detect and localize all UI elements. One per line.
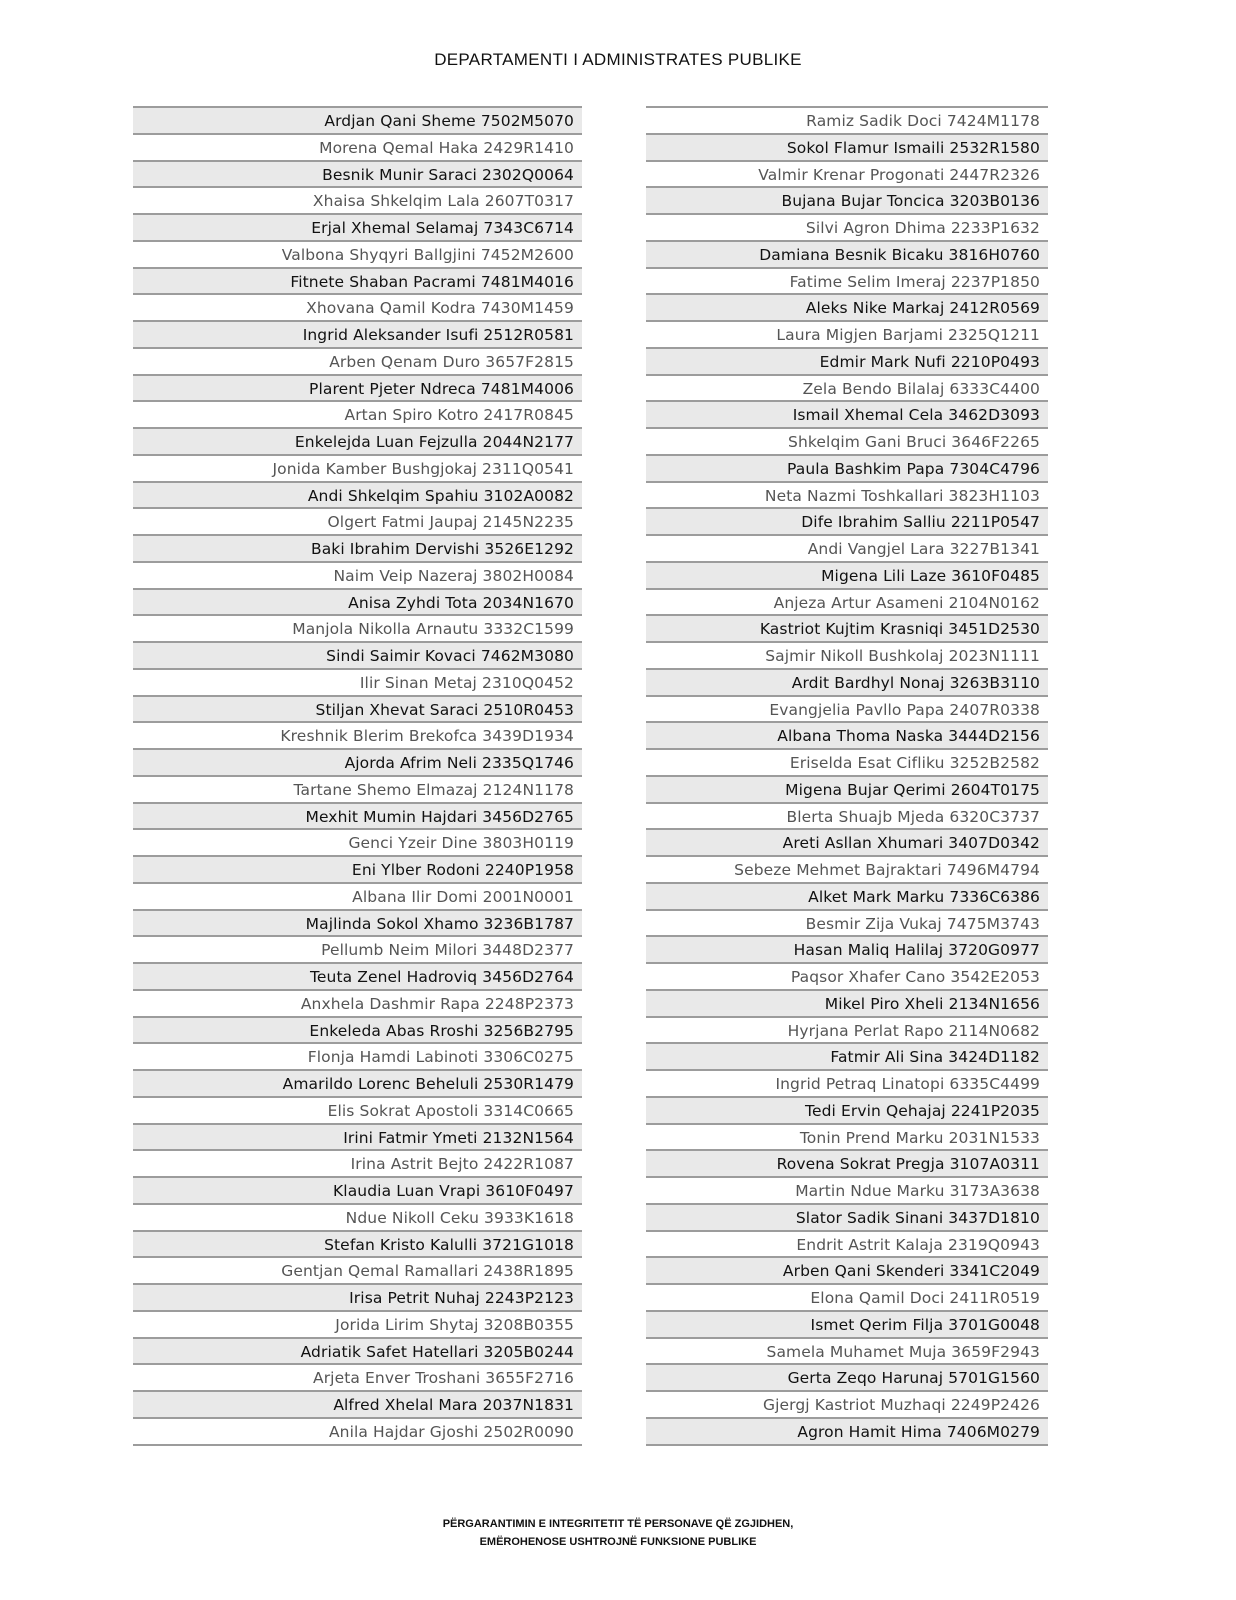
list-item: Shkelqim Gani Bruci 3646F2265 [646, 427, 1048, 454]
list-item: Ardit Bardhyl Nonaj 3263B3110 [646, 668, 1048, 695]
list-item: Fitnete Shaban Pacrami 7481M4016 [133, 267, 582, 294]
list-item: Neta Nazmi Toshkallari 3823H1103 [646, 481, 1048, 508]
list-item: Enkeleda Abas Rroshi 3256B2795 [133, 1016, 582, 1043]
list-item: Silvi Agron Dhima 2233P1632 [646, 213, 1048, 240]
list-item: Stiljan Xhevat Saraci 2510R0453 [133, 695, 582, 722]
list-item: Fatmir Ali Sina 3424D1182 [646, 1042, 1048, 1069]
list-item: Tartane Shemo Elmazaj 2124N1178 [133, 775, 582, 802]
list-item: Olgert Fatmi Jaupaj 2145N2235 [133, 507, 582, 534]
list-item: Sebeze Mehmet Bajraktari 7496M4794 [646, 855, 1048, 882]
list-item: Morena Qemal Haka 2429R1410 [133, 133, 582, 160]
list-item: Edmir Mark Nufi 2210P0493 [646, 347, 1048, 374]
list-item: Rovena Sokrat Pregja 3107A0311 [646, 1149, 1048, 1176]
list-item: Naim Veip Nazeraj 3802H0084 [133, 561, 582, 588]
list-item: Besmir Zija Vukaj 7475M3743 [646, 909, 1048, 936]
list-item: Irina Astrit Bejto 2422R1087 [133, 1149, 582, 1176]
list-item: Tonin Prend Marku 2031N1533 [646, 1123, 1048, 1150]
list-item: Alket Mark Marku 7336C6386 [646, 882, 1048, 909]
list-item: Andi Vangjel Lara 3227B1341 [646, 534, 1048, 561]
list-item: Slator Sadik Sinani 3437D1810 [646, 1203, 1048, 1230]
list-item: Arben Qani Skenderi 3341C2049 [646, 1256, 1048, 1283]
list-item: Agron Hamit Hima 7406M0279 [646, 1417, 1048, 1444]
list-item: Sokol Flamur Ismaili 2532R1580 [646, 133, 1048, 160]
list-item: Klaudia Luan Vrapi 3610F0497 [133, 1176, 582, 1203]
list-item: Dife Ibrahim Salliu 2211P0547 [646, 507, 1048, 534]
list-item: Majlinda Sokol Xhamo 3236B1787 [133, 909, 582, 936]
list-item: Enkelejda Luan Fejzulla 2044N2177 [133, 427, 582, 454]
footer-text [0, 1515, 1236, 1551]
list-item: Plarent Pjeter Ndreca 7481M4006 [133, 374, 582, 401]
list-item: Sindi Saimir Kovaci 7462M3080 [133, 641, 582, 668]
list-item: Anila Hajdar Gjoshi 2502R0090 [133, 1417, 582, 1444]
list-item: Flonja Hamdi Labinoti 3306C0275 [133, 1042, 582, 1069]
list-item: Arben Qenam Duro 3657F2815 [133, 347, 582, 374]
list-item: Teuta Zenel Hadroviq 3456D2764 [133, 962, 582, 989]
list-item: Ilir Sinan Metaj 2310Q0452 [133, 668, 582, 695]
list-item: Ardjan Qani Sheme 7502M5070 [133, 106, 582, 133]
list-item: Migena Bujar Qerimi 2604T0175 [646, 775, 1048, 802]
right-name-list [646, 106, 1048, 1446]
list-item: Aleks Nike Markaj 2412R0569 [646, 293, 1048, 320]
list-item: Ismail Xhemal Cela 3462D3093 [646, 400, 1048, 427]
list-item: Arjeta Enver Troshani 3655F2716 [133, 1363, 582, 1390]
list-item: Albana Thoma Naska 3444D2156 [646, 721, 1048, 748]
list-item: Jorida Lirim Shytaj 3208B0355 [133, 1310, 582, 1337]
list-item: Elis Sokrat Apostoli 3314C0665 [133, 1096, 582, 1123]
list-item: Anxhela Dashmir Rapa 2248P2373 [133, 989, 582, 1016]
list-item: Alfred Xhelal Mara 2037N1831 [133, 1390, 582, 1417]
list-item: Mexhit Mumin Hajdari 3456D2765 [133, 802, 582, 829]
list-item: Sajmir Nikoll Bushkolaj 2023N1111 [646, 641, 1048, 668]
list-item: Jonida Kamber Bushgjokaj 2311Q0541 [133, 454, 582, 481]
list-item: Paula Bashkim Papa 7304C4796 [646, 454, 1048, 481]
footer-line-2: EMËROHENOSE USHTROJNË FUNKSIONE PUBLIKE [479, 1536, 757, 1548]
list-item: Anjeza Artur Asameni 2104N0162 [646, 588, 1048, 615]
list-item: Ingrid Petraq Linatopi 6335C4499 [646, 1069, 1048, 1096]
list-item: Areti Asllan Xhumari 3407D0342 [646, 828, 1048, 855]
list-item: Damiana Besnik Bicaku 3816H0760 [646, 240, 1048, 267]
list-item: Genci Yzeir Dine 3803H0119 [133, 828, 582, 855]
list-item: Irisa Petrit Nuhaj 2243P2123 [133, 1283, 582, 1310]
list-item: Endrit Astrit Kalaja 2319Q0943 [646, 1230, 1048, 1257]
list-item: Baki Ibrahim Dervishi 3526E1292 [133, 534, 582, 561]
list-item: Gentjan Qemal Ramallari 2438R1895 [133, 1256, 582, 1283]
list-item: Kastriot Kujtim Krasniqi 3451D2530 [646, 614, 1048, 641]
list-item: Ajorda Afrim Neli 2335Q1746 [133, 748, 582, 775]
list-item: Mikel Piro Xheli 2134N1656 [646, 989, 1048, 1016]
list-item: Gjergj Kastriot Muzhaqi 2249P2426 [646, 1390, 1048, 1417]
list-item: Elona Qamil Doci 2411R0519 [646, 1283, 1048, 1310]
list-item: Tedi Ervin Qehajaj 2241P2035 [646, 1096, 1048, 1123]
list-item: Besnik Munir Saraci 2302Q0064 [133, 160, 582, 187]
list-item: Anisa Zyhdi Tota 2034N1670 [133, 588, 582, 615]
list-item: Irini Fatmir Ymeti 2132N1564 [133, 1123, 582, 1150]
list-item: Valmir Krenar Progonati 2447R2326 [646, 160, 1048, 187]
list-item: Amarildo Lorenc Beheluli 2530R1479 [133, 1069, 582, 1096]
list-item: Ismet Qerim Filja 3701G0048 [646, 1310, 1048, 1337]
list-item: Ramiz Sadik Doci 7424M1178 [646, 106, 1048, 133]
list-item: Martin Ndue Marku 3173A3638 [646, 1176, 1048, 1203]
list-item: Ingrid Aleksander Isufi 2512R0581 [133, 320, 582, 347]
list-item: Pellumb Neim Milori 3448D2377 [133, 935, 582, 962]
list-item: Andi Shkelqim Spahiu 3102A0082 [133, 481, 582, 508]
list-item: Stefan Kristo Kalulli 3721G1018 [133, 1230, 582, 1257]
list-item: Hasan Maliq Halilaj 3720G0977 [646, 935, 1048, 962]
list-item: Eni Ylber Rodoni 2240P1958 [133, 855, 582, 882]
list-item: Adriatik Safet Hatellari 3205B0244 [133, 1337, 582, 1364]
page-title: DEPARTAMENTI I ADMINISTRATES PUBLIKE [434, 50, 802, 69]
list-item: Xhovana Qamil Kodra 7430M1459 [133, 293, 582, 320]
list-item: Fatime Selim Imeraj 2237P1850 [646, 267, 1048, 294]
list-item: Manjola Nikolla Arnautu 3332C1599 [133, 614, 582, 641]
list-item: Erjal Xhemal Selamaj 7343C6714 [133, 213, 582, 240]
list-item: Ndue Nikoll Ceku 3933K1618 [133, 1203, 582, 1230]
list-item: Blerta Shuajb Mjeda 6320C3737 [646, 802, 1048, 829]
list-item: Eriselda Esat Cifliku 3252B2582 [646, 748, 1048, 775]
list-item: Zela Bendo Bilalaj 6333C4400 [646, 374, 1048, 401]
footer-line-1: PËRGARANTIMIN E INTEGRITETIT TË PERSONAVE QË ZGJIDHEN, [442, 1518, 794, 1530]
list-item: Kreshnik Blerim Brekofca 3439D1934 [133, 721, 582, 748]
list-item: Hyrjana Perlat Rapo 2114N0682 [646, 1016, 1048, 1043]
left-name-list [133, 106, 582, 1446]
list-item: Albana Ilir Domi 2001N0001 [133, 882, 582, 909]
list-item: Samela Muhamet Muja 3659F2943 [646, 1337, 1048, 1364]
list-item: Artan Spiro Kotro 2417R0845 [133, 400, 582, 427]
list-item: Laura Migjen Barjami 2325Q1211 [646, 320, 1048, 347]
list-item: Xhaisa Shkelqim Lala 2607T0317 [133, 186, 582, 213]
list-item: Migena Lili Laze 3610F0485 [646, 561, 1048, 588]
list-item: Bujana Bujar Toncica 3203B0136 [646, 186, 1048, 213]
list-item: Valbona Shyqyri Ballgjini 7452M2600 [133, 240, 582, 267]
list-item: Evangjelia Pavllo Papa 2407R0338 [646, 695, 1048, 722]
list-item: Gerta Zeqo Harunaj 5701G1560 [646, 1363, 1048, 1390]
list-item: Paqsor Xhafer Cano 3542E2053 [646, 962, 1048, 989]
